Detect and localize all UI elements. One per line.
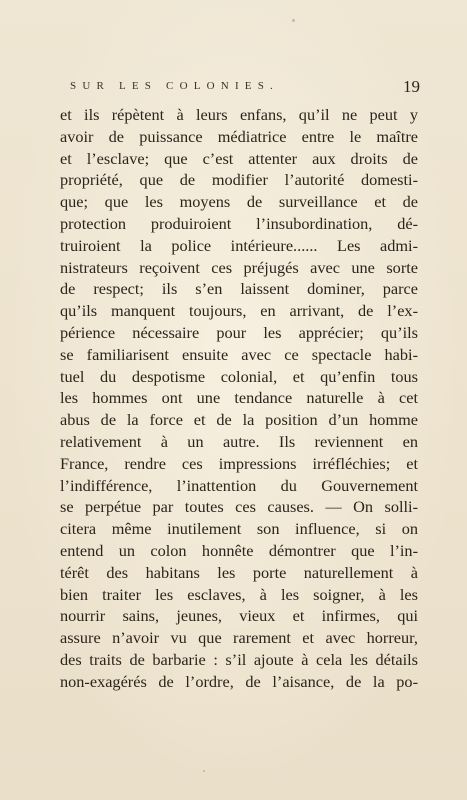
text-line: nistrateurs reçoivent ces préjugés avec une sorte — [60, 257, 418, 277]
text-line: nourrir sains, jeunes, vieux et infirmes, qui — [60, 606, 418, 626]
paper-fleck — [292, 19, 295, 22]
text-line: qu’ils manquent toujours, en arrivant, de l’ex- — [60, 301, 418, 321]
text-line: tuel du despotisme colonial, et qu’enfin tous — [60, 366, 418, 386]
text-line: se familiarisent ensuite avec ce spectacle habi- — [60, 344, 418, 364]
text-line: France, rendre ces impressions irréfléchies; et — [60, 453, 418, 473]
text-line: abus de la force et de la position d’un homme — [60, 410, 418, 430]
page-number: 19 — [403, 77, 420, 96]
text-line: assure n’avoir vu que rarement et avec horreur, — [60, 628, 418, 648]
page-header — [60, 77, 420, 99]
text-line: et l’esclave; que c’est attenter aux droits de — [60, 148, 418, 168]
paper-fleck — [203, 770, 205, 772]
running-head: SUR LES COLONIES. — [70, 80, 279, 92]
text-line: et ils répètent à leurs enfans, qu’il ne peut y — [60, 105, 418, 124]
text-line: propriété, que de modifier l’autorité domesti- — [60, 170, 418, 190]
text-line: citera même inutilement son influence, si on — [60, 519, 418, 539]
text-line: avoir de puissance médiatrice entre le maître — [60, 126, 418, 146]
text-line: truiroient la police intérieure...... Les admi- — [60, 235, 418, 255]
text-line: bien traiter les esclaves, à les soigner, à les — [60, 584, 418, 604]
text-line: des traits de barbarie : s’il ajoute à cela les détails — [60, 649, 418, 669]
text-line: térêt des habitans les porte naturellement à — [60, 562, 418, 582]
body-text — [60, 104, 418, 693]
text-line: non-exagérés de l’ordre, de l’aisance, de la po- — [60, 671, 418, 691]
text-line: que; que les moyens de surveillance et de — [60, 192, 418, 212]
text-line: entend un colon honnête démontrer que l’in- — [60, 540, 418, 560]
text-line: l’indifférence, l’inattention du Gouvernement — [60, 475, 418, 495]
text-line: les hommes ont une tendance naturelle à cet — [60, 388, 418, 408]
text-line: périence nécessaire pour les apprécier; qu’ils — [60, 322, 418, 342]
text-line: de respect; ils s’en laissent dominer, parce — [60, 279, 418, 299]
text-line: protection produiroient l’insubordination, dé- — [60, 213, 418, 233]
text-line: se perpétue par toutes ces causes. — On solli- — [60, 497, 418, 517]
text-line: relativement à un autre. Ils reviennent en — [60, 431, 418, 451]
